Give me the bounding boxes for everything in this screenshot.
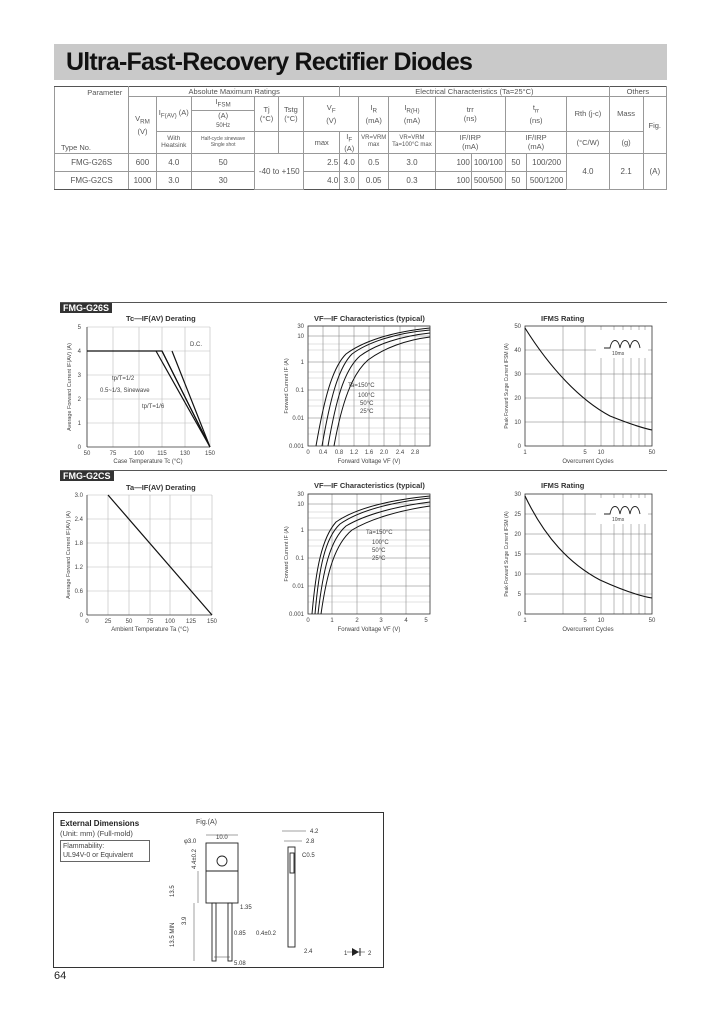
curve-label: tp/T=1/6 [142, 404, 165, 410]
vrm-cell: 600 [129, 154, 157, 172]
rth-header: Rth (j-c) [567, 97, 609, 132]
x-label: Ambient Temperature Ta (°C) [111, 627, 189, 633]
y-tick: 0.01 [292, 416, 304, 422]
chart-title: IFMS Rating [541, 481, 585, 490]
x-tick: 50 [83, 451, 91, 457]
x-tick: 2.0 [379, 450, 389, 456]
x-tick: 150 [204, 451, 216, 457]
x-tick: 75 [109, 451, 117, 457]
x-tick: 100 [164, 619, 176, 625]
others-group: Others [609, 87, 666, 97]
tstg-header: Tstg (°C) [278, 97, 303, 132]
y-label: Peak Forward Surge Current IFSM (A) [504, 511, 510, 597]
y-tick: 4 [77, 349, 81, 355]
fig-cell: (A) [643, 154, 666, 190]
if-cell: 3.0 [340, 172, 359, 190]
derating1-chart [62, 322, 222, 467]
mass-cell: 2.1 [609, 154, 643, 190]
y-tick: 0 [79, 613, 83, 619]
y-tick: 20 [514, 396, 521, 402]
curve-label: tp/T=1/2 [112, 376, 135, 382]
ifsm-header: $I_{FSM}$ [191, 97, 255, 111]
vf-max: max [304, 131, 340, 154]
x-tick: 130 [179, 451, 191, 457]
section-divider [60, 470, 667, 471]
type-cell: FMG-G26S [55, 154, 129, 172]
ext-fig-label: Fig.(A) [196, 819, 217, 826]
curve-label: 50°C [372, 548, 386, 554]
curve-label: 0.5~1/3, Sinewave [100, 388, 150, 394]
x-tick: 10 [597, 450, 605, 456]
y-tick: 30 [514, 372, 521, 378]
dim-t2: 2.8 [306, 839, 315, 845]
curve-label: D.C. [190, 342, 202, 348]
x-tick: 0 [306, 618, 310, 624]
grid [87, 495, 212, 615]
dim-h: 13.5 [170, 885, 176, 897]
y-tick: 30 [297, 492, 304, 498]
dim-width: 10.0 [216, 835, 228, 841]
package-body [206, 843, 238, 903]
x-tick: 5 [583, 450, 587, 456]
trr2-cond-cell: 100/200 [526, 154, 566, 172]
y-tick: 30 [297, 324, 304, 330]
page-title: Ultra-Fast-Recovery Rectifier Diodes [66, 48, 473, 76]
chart-title: Ta—IF(AV) Derating [126, 483, 196, 492]
irh-cell: 3.0 [389, 154, 436, 172]
irms1-chart [500, 320, 660, 470]
x-tick: 5 [424, 618, 428, 624]
x-tick: 0 [85, 619, 89, 625]
x-tick: 0.4 [318, 450, 328, 456]
if-header: $I_F$ (A) [340, 131, 359, 154]
x-tick: 1.2 [349, 450, 359, 456]
y-tick: 15 [514, 552, 521, 558]
irh-cond: VR=VRM Ta=100°C max [389, 131, 436, 154]
x-label: Overcurrent Cycles [562, 627, 614, 633]
mount-hole [217, 856, 227, 866]
x-tick: 100 [133, 451, 145, 457]
curve-label: 50°C [360, 401, 374, 407]
x-tick: 1 [330, 618, 334, 624]
x-tick: 50 [648, 618, 656, 624]
minor-grid [308, 512, 430, 602]
tj-header: Tj (°C) [255, 97, 278, 132]
y-tick: 10 [514, 572, 521, 578]
y-tick: 1.8 [74, 541, 83, 547]
x-tick: 150 [206, 619, 218, 625]
y-tick: 0 [77, 445, 81, 451]
param-header-cell [55, 87, 129, 154]
trr-header: trr (ns) [435, 97, 505, 132]
y-label: Forward Current IF (A) [284, 358, 290, 414]
inset-label: 10ms [612, 517, 625, 523]
ext-title: External Dimensions [60, 819, 140, 828]
x-label: Forward Voltage VF (V) [337, 459, 401, 465]
abs-group: Absolute Maximum Ratings [129, 87, 340, 97]
x-tick: 50 [125, 619, 133, 625]
y-label: Peak Forward Surge Current IFSM (A) [504, 343, 510, 429]
lead-left [212, 903, 216, 961]
x-tick: 0.8 [334, 450, 344, 456]
y-tick: 30 [514, 492, 521, 498]
ifav-cell: 4.0 [156, 154, 191, 172]
trr2-cell: 50 [505, 154, 526, 172]
x-tick: 1.6 [364, 450, 374, 456]
mass-header: Mass [609, 97, 643, 132]
x-tick: 25 [104, 619, 112, 625]
y-tick: 10 [514, 420, 521, 426]
table-row [55, 154, 667, 172]
mass-unit: (g) [609, 131, 643, 154]
x-tick: 125 [185, 619, 197, 625]
dim-lead: 1.35 [240, 905, 252, 911]
external-dimensions-box [53, 812, 384, 968]
vf-cell: 2.5 [304, 154, 340, 172]
ifav-cell: 3.0 [156, 172, 191, 190]
x-tick: 75 [146, 619, 154, 625]
y-tick: 5 [77, 325, 81, 331]
trr-cell: 100 [435, 154, 471, 172]
trr-cond-cell: 500/500 [471, 172, 505, 190]
section-tag-g26s: FMG-G26S [60, 303, 112, 313]
x-label: Case Temperature Tc (°C) [113, 459, 183, 465]
x-label: Forward Voltage VF (V) [337, 627, 401, 633]
x-tick: 50 [648, 450, 656, 456]
ir-header: $I_R$ (mA) [359, 97, 389, 132]
pin-left: 1 [344, 951, 348, 957]
title-bar [54, 44, 667, 80]
dim-l: 13.5 MIN [170, 922, 176, 947]
trr2-cond-cell: 500/1200 [526, 172, 566, 190]
x-tick: 10 [597, 618, 605, 624]
page-number: 64 [54, 970, 67, 982]
curve-label: Ta=150°C [366, 530, 393, 536]
ifsm-cond: Half-cycle sinewave Single shot [191, 131, 255, 154]
curve-label: Ta=150°C [348, 383, 375, 389]
dim-hole: φ3.0 [184, 839, 197, 845]
vrm-header: $V_{RM}$ (V) [129, 97, 157, 154]
ifsm-cell: 50 [191, 154, 255, 172]
spec-table [54, 86, 667, 190]
x-tick: 0 [306, 450, 310, 456]
trr2-cell: 50 [505, 172, 526, 190]
y-tick: 1 [300, 360, 304, 366]
section-tag-g2cs: FMG-G2CS [60, 471, 114, 481]
y-label: Average Forward Current IF(AV) (A) [66, 511, 72, 599]
vf-header: $V_F$ (V) [304, 97, 359, 132]
trr-cell: 100 [435, 172, 471, 190]
chart-title: IFMS Rating [541, 314, 585, 323]
y-tick: 10 [297, 334, 304, 340]
y-tick: 5 [517, 592, 521, 598]
x-tick: 2.4 [395, 450, 405, 456]
y-tick: 40 [514, 348, 521, 354]
flam-label: Flammability: [63, 843, 105, 850]
ifav-cond: With Heatsink [156, 131, 191, 154]
vfif1-chart [280, 320, 440, 470]
ifav-header: $I_{F(AV)}$ (A) [156, 97, 191, 132]
trr2-header: $t_{rr}$ (ns) [505, 97, 566, 132]
y-tick: 10 [297, 502, 304, 508]
y-tick: 50 [514, 324, 521, 330]
y-tick: 0.001 [288, 444, 304, 450]
y-tick: 25 [514, 512, 521, 518]
y-tick: 0.001 [288, 612, 304, 618]
ifsm-cell: 30 [191, 172, 255, 190]
package-drawing [154, 827, 379, 965]
y-tick: 1 [300, 528, 304, 534]
y-tick: 0.1 [295, 388, 304, 394]
diode-symbol-icon [347, 948, 365, 956]
irms2-chart [500, 488, 660, 638]
fig-header: Fig. [643, 97, 666, 154]
vf-cell: 4.0 [304, 172, 340, 190]
x-tick: 4 [404, 618, 408, 624]
x-tick: 2.8 [410, 450, 420, 456]
tj-empty [255, 131, 278, 154]
dim-p: 0.85 [234, 931, 246, 937]
ir-cell: 0.5 [359, 154, 389, 172]
elec-group: Electrical Characteristics (Ta=25°C) [340, 87, 609, 97]
ir-cond: VR=VRM max [359, 131, 389, 154]
dim-d: 2.4 [304, 949, 313, 955]
dim-t1: 4.2 [310, 829, 319, 835]
x-tick: 3 [379, 618, 383, 624]
curve-label: 100°C [358, 393, 375, 399]
x-tick: 1 [523, 450, 527, 456]
lead-right [228, 903, 232, 961]
curve-label: 25°C [360, 409, 374, 415]
dim-a: 4.4±0.2 [192, 849, 198, 869]
typeno-label: Type No. [61, 143, 92, 152]
derating-line [108, 495, 212, 615]
rth-unit: (°C/W) [567, 131, 609, 154]
y-tick: 2.4 [74, 517, 83, 523]
y-tick: 2 [77, 397, 81, 403]
ext-unit: (Unit: mm) (Full-mold) [60, 829, 133, 838]
tj-tstg-cell: -40 to +150 [255, 154, 304, 190]
chart-title: VF—IF Characteristics (typical) [314, 314, 425, 323]
y-tick: 0 [517, 612, 521, 618]
irh-header: $I_{R(H)}$ (mA) [389, 97, 436, 132]
flammability-box [60, 840, 150, 862]
y-tick: 1.2 [74, 565, 83, 571]
if-cell: 4.0 [340, 154, 359, 172]
dim-b: 3.9 [182, 916, 188, 925]
y-tick: 0 [517, 444, 521, 450]
vrm-cell: 1000 [129, 172, 157, 190]
pin-right: 2 [368, 951, 372, 957]
parameter-label: Parameter [87, 88, 123, 97]
y-label: Forward Current IF (A) [284, 526, 290, 582]
inset-label: 10ms [612, 351, 625, 357]
trr2-cond: IF/IRP (mA) [505, 131, 566, 154]
x-tick: 115 [157, 451, 167, 457]
type-cell: FMG-G2CS [55, 172, 129, 190]
x-tick: 5 [583, 618, 587, 624]
dim-pitch: 5.08 [234, 961, 246, 965]
y-tick: 0.6 [74, 589, 83, 595]
y-tick: 3.0 [74, 493, 83, 499]
y-tick: 20 [514, 532, 521, 538]
dim-c: 0.4±0.2 [256, 931, 276, 937]
trr-cond: IF/IRP (mA) [435, 131, 505, 154]
flam-value: UL94V-0 or Equivalent [63, 852, 134, 859]
y-tick: 0.1 [295, 556, 304, 562]
tstg-empty [278, 131, 303, 154]
trr-cond-cell: 100/100 [471, 154, 505, 172]
y-label: Average Forward Current IF(AV) (A) [67, 343, 73, 431]
x-label: Overcurrent Cycles [562, 459, 614, 465]
vfif2-chart [280, 488, 440, 638]
curve-label: 100°C [372, 540, 389, 546]
section-divider [60, 302, 667, 303]
y-tick: 1 [77, 421, 81, 427]
side-tab [290, 853, 294, 873]
derating2-chart [62, 490, 222, 635]
ifsm-unit: (A) 50Hz [191, 110, 255, 131]
irh-cell: 0.3 [389, 172, 436, 190]
vf-curves [312, 496, 430, 614]
x-tick: 1 [523, 618, 527, 624]
curve-label: 25°C [372, 556, 386, 562]
chart-title: VF—IF Characteristics (typical) [314, 481, 425, 490]
y-tick: 0.01 [292, 584, 304, 590]
chart-title: Tc—IF(AV) Derating [126, 314, 196, 323]
ir-cell: 0.05 [359, 172, 389, 190]
rth-cell: 4.0 [567, 154, 609, 190]
x-tick: 2 [355, 618, 359, 624]
y-tick: 3 [77, 373, 81, 379]
dim-c5: C0.5 [302, 853, 315, 859]
